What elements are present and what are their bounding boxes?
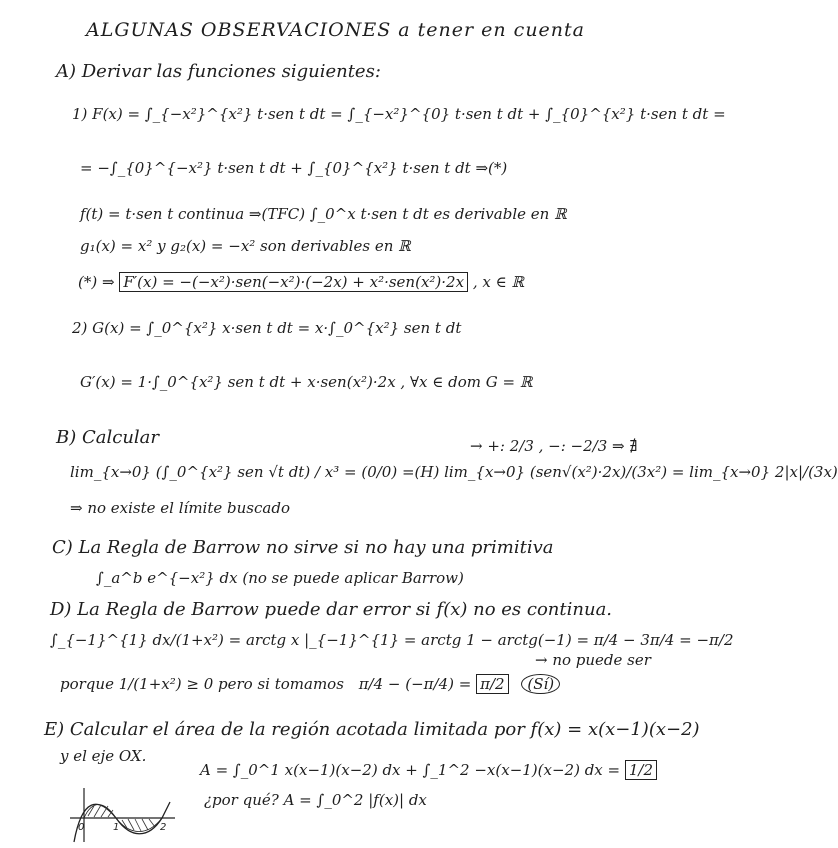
section-a-f-split: = −∫_{0}^{−x²} t·sen t dt + ∫_{0}^{x²} t·sen t dt ⇒(*) (80, 159, 508, 177)
section-e-why: ¿por qué? A = ∫_0^2 |f(x)| dx (204, 791, 427, 809)
sketch-region-right (116, 818, 162, 832)
section-a-g-line: g₁(x) = x² y g₂(x) = −x² son derivables en ℝ (80, 237, 411, 255)
section-d-reason-row (60, 674, 560, 694)
cubic-sketch (70, 784, 180, 844)
section-b-limit: lim_{x→0} (∫_0^{x²} sen √t dt) / x³ = (0/0) =(H) lim_{x→0} (sen√(x²)·2x)/(3x²) = lim_{x→0} 2|x|/(3x) (70, 463, 838, 481)
section-d-heading: D) La Regla de Barrow puede dar error si f(x) no es continua. (50, 599, 613, 620)
page-title: ALGUNAS OBSERVACIONES a tener en cuenta (86, 19, 585, 41)
section-a-f-definition: 1) F(x) = ∫_{−x²}^{x²} t·sen t dt = ∫_{−x²}^{0} t·sen t dt + ∫_{0}^{x²} t·sen t dt = (72, 105, 726, 123)
sketch-label-zero: 0 (78, 822, 85, 833)
section-a-tfc-line: f(t) = t·sen t continua ⇒(TFC) ∫_0^x t·sen t dt es derivable en ℝ (80, 205, 567, 223)
section-a-result-arrow: (*) ⇒ (78, 273, 115, 291)
section-d-reason: porque 1/(1+x²) ≥ 0 pero si tomamos (60, 675, 344, 693)
section-a-g-definition: 2) G(x) = ∫_0^{x²} x·sen t dt = x·∫_0^{x²} sen t dt (72, 319, 462, 337)
section-c-heading: C) La Regla de Barrow no sirve si no hay una primitiva (52, 537, 554, 558)
sketch-label-two: 2 (160, 822, 167, 833)
section-e-area-row (200, 760, 657, 780)
section-c-example: ∫_a^b e^{−x²} dx (no se puede aplicar Barrow) (96, 569, 464, 587)
section-d-calc: ∫_{−1}^{1} dx/(1+x²) = arctg x |_{−1}^{1} = arctg 1 − arctg(−1) = π/4 − 3π/4 = −π/2 (50, 631, 734, 649)
section-e-area: A = ∫_0^1 x(x−1)(x−2) dx + ∫_1^2 −x(x−1)(x−2) dx = (200, 761, 621, 779)
section-a-result-row (78, 272, 524, 292)
section-a-result-box: F′(x) = −(−x²)·sen(−x²)·(−2x) + x²·sen(x²)·2x (119, 272, 468, 292)
sketch-curve (74, 802, 170, 842)
sketch-label-one: 1 (113, 822, 120, 833)
section-e-axis-text: y el eje OX. (60, 747, 147, 765)
section-d-fix-tag: (Sí) (521, 674, 560, 694)
section-d-note: → no puede ser (535, 651, 651, 669)
section-e-heading: E) Calcular el área de la región acotada limitada por f(x) = x(x−1)(x−2) (44, 719, 700, 740)
section-a-heading: A) Derivar las funciones siguientes: (56, 61, 381, 82)
section-d-fix-box: π/2 (476, 674, 508, 694)
section-e-area-box: 1/2 (625, 760, 657, 780)
section-b-heading: B) Calcular (56, 427, 159, 448)
section-b-conclusion: ⇒ no existe el límite buscado (70, 499, 290, 517)
section-d-fix-value: π/4 − (−π/4) = (358, 675, 472, 693)
section-a-g-derivative: G′(x) = 1·∫_0^{x²} sen t dt + x·sen(x²)·2x , ∀x ∈ dom G = ℝ (80, 373, 533, 391)
section-b-branches: → +: 2/3 , −: −2/3 ⇒ ∄ (470, 437, 638, 455)
section-a-result-domain: , x ∈ ℝ (472, 273, 524, 291)
